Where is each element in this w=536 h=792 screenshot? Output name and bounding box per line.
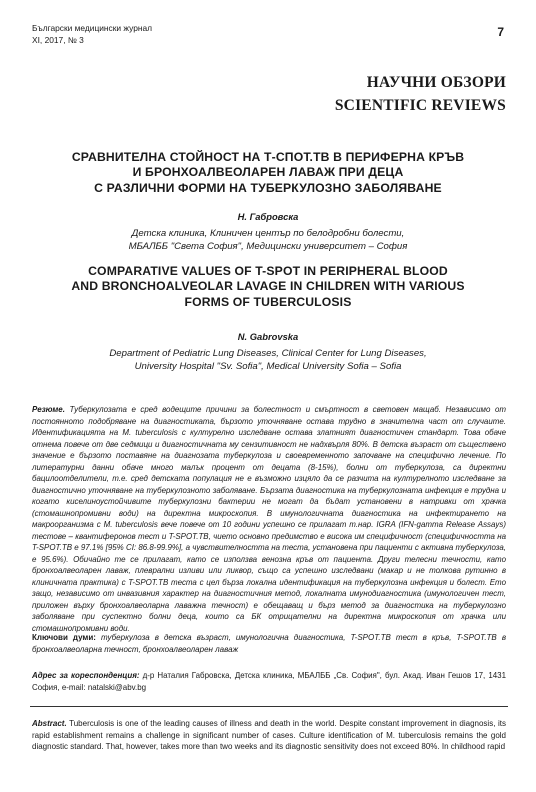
address-label: Адрес за кореспонденция:	[32, 671, 140, 680]
title-line: СРАВНИТЕЛНА СТОЙНОСТ НА Т-СПОТ.ТВ В ПЕРИФЕРНА КРЪВ	[71, 150, 465, 164]
journal-name: Български медицински журнал	[32, 23, 153, 33]
title-line: AND BRONCHOALVEOLAR LAVAGE IN CHILDREN WITH VARIOUS	[71, 279, 465, 294]
article-title-bg	[40, 150, 496, 196]
page-number: 7	[497, 25, 504, 39]
keywords-bg	[32, 632, 506, 655]
author-bg: Н. Габровска	[237, 211, 299, 222]
journal-header	[32, 22, 152, 46]
address-text: д-р Наталия Габровска, Детска клиника, МБАЛББ „Св. София", бул. Акад. Иван Гешов 17, 1431 София, e-mail: natalski@abv.bg	[32, 671, 506, 692]
affiliation-line: МБАЛББ "Света София", Медицински университет – София	[128, 241, 408, 252]
article-title-en	[40, 264, 496, 310]
journal-issue: XI, 2017, № 3	[32, 35, 84, 45]
affiliation-line: Department of Pediatric Lung Diseases, Clinical Center for Lung Diseases,	[109, 348, 427, 359]
affiliation-bg	[40, 227, 496, 253]
abstract-en	[32, 718, 506, 753]
section-heading-bg: НАУЧНИ ОБЗОРИ	[366, 74, 506, 91]
abstract-text: Туберкулозата е сред водещите причини за болестност и смъртност в световен мащаб. Независимо от постоянното подобряване на диагностиката, бързото уточняване остава трудно в значителна част от случаите. Идентификацията на M. tuberculosis с културелно изследване остава златният диагностичен стандарт. Това обаче отнема повече от две седмици и диагностичната му сензитивност не надхвърля 80%. В детска възраст от съществено значение е бързото поставяне на диагнозата туберкулоза и своевременното започване на специфично лечение. По литературни данни обаче много малък процент от децата (8-15%), болни от туберкулоза, са директни бацилоотделители, т.е. сред детската популация не е възможно изцяло да се разчита на културелното изследване за диагностично уточняване на туберкулозното заболяване. Бързата диагностика на туберкулозната инфекция е трудна и когато киселиноустойчивите туберкулозни бактерии не могат да бъдат установени в натривки от храчка (стомашнопромивни води) на директна микроскопия. В имунологичната диагностика на инфектирането на макроорганизма с M. tuberculosis вече повече от 10 години успешно се прилагат т.нар. IGRA (IFN-gamma Release Assays) тестове – квантиферонов тест и T-SPOT.TB, чието основно предимство е висока им специфичност (специфичността на T-SPOT.TB е 97.1% [95% CI: 86.8-99.9%], а чувствителността на теста, установена при пациенти с активна туберкулоза, е 95.6%). Обичайно те се прилагат, като се използва венозна кръв от пациента. Други телесни течности, като бронхоалвеоларен лаваж, плеврални изливи или ликвор, също са успешно изследвани (макар и не толкова рутинно в клиничната практика) с T-SPOT.TB теста с цел бърза локална идентификация на туберкулозна инфекция и болест. Ето защо, независимо от инвазивния характер на диагностичния метод, локалната имунодиагностика (имунологичен тест, приложен върху бронхоалвеоларна лаважна течност) е обещаващ и бърз метод за диагностика на туберкулозно заболяване при суспектно болни деца, които са БК отрицателни на директна микроскопия от храчка или стомашнопромивни води.	[32, 405, 506, 633]
affiliation-en	[40, 347, 496, 373]
divider-rule	[30, 706, 508, 707]
abstract-label: Резюме.	[32, 405, 65, 414]
abstract-bg	[32, 404, 506, 634]
section-heading-en: SCIENTIFIC REVIEWS	[334, 97, 506, 114]
affiliation-line: University Hospital "Sv. Sofia", Medical University Sofia – Sofia	[134, 361, 402, 372]
keywords-label: Ключови думи:	[32, 633, 96, 642]
abstract-text: Tuberculosis is one of the leading causes of illness and death in the world. Despite constant improvement in diagnosis, its rapid establishment remains a challenge in significant number of cases. Culture identification of M. tuberculosis remains the gold diagnostic standard. That, however, takes more than two weeks and its diagnostic sensitivity does not exceed 80%. In childhood rapid	[32, 719, 506, 751]
title-line: COMPARATIVE VALUES OF T-SPOT IN PERIPHERAL BLOOD	[88, 264, 448, 278]
correspondence-address	[32, 670, 506, 693]
affiliation-line: Детска клиника, Клиничен център по белодробни болести,	[131, 228, 405, 239]
title-line: И БРОНХОАЛВЕОЛАРЕН ЛАВАЖ ПРИ ДЕЦА	[132, 165, 404, 180]
title-line: С РАЗЛИЧНИ ФОРМИ НА ТУБЕРКУЛОЗНО ЗАБОЛЯВАНЕ	[94, 180, 442, 195]
abstract-label: Abstract.	[32, 719, 67, 728]
author-en: N. Gabrovska	[237, 331, 299, 342]
keywords-text: туберкулоза в детска възраст, имунологична диагностика, T-SPOT.TB тест в кръв, T-SPOT.TB в бронхоалвеоларна течност, бронхоалвеоларен лаваж	[32, 633, 506, 654]
title-line: FORMS OF TUBERCULOSIS	[184, 294, 352, 309]
